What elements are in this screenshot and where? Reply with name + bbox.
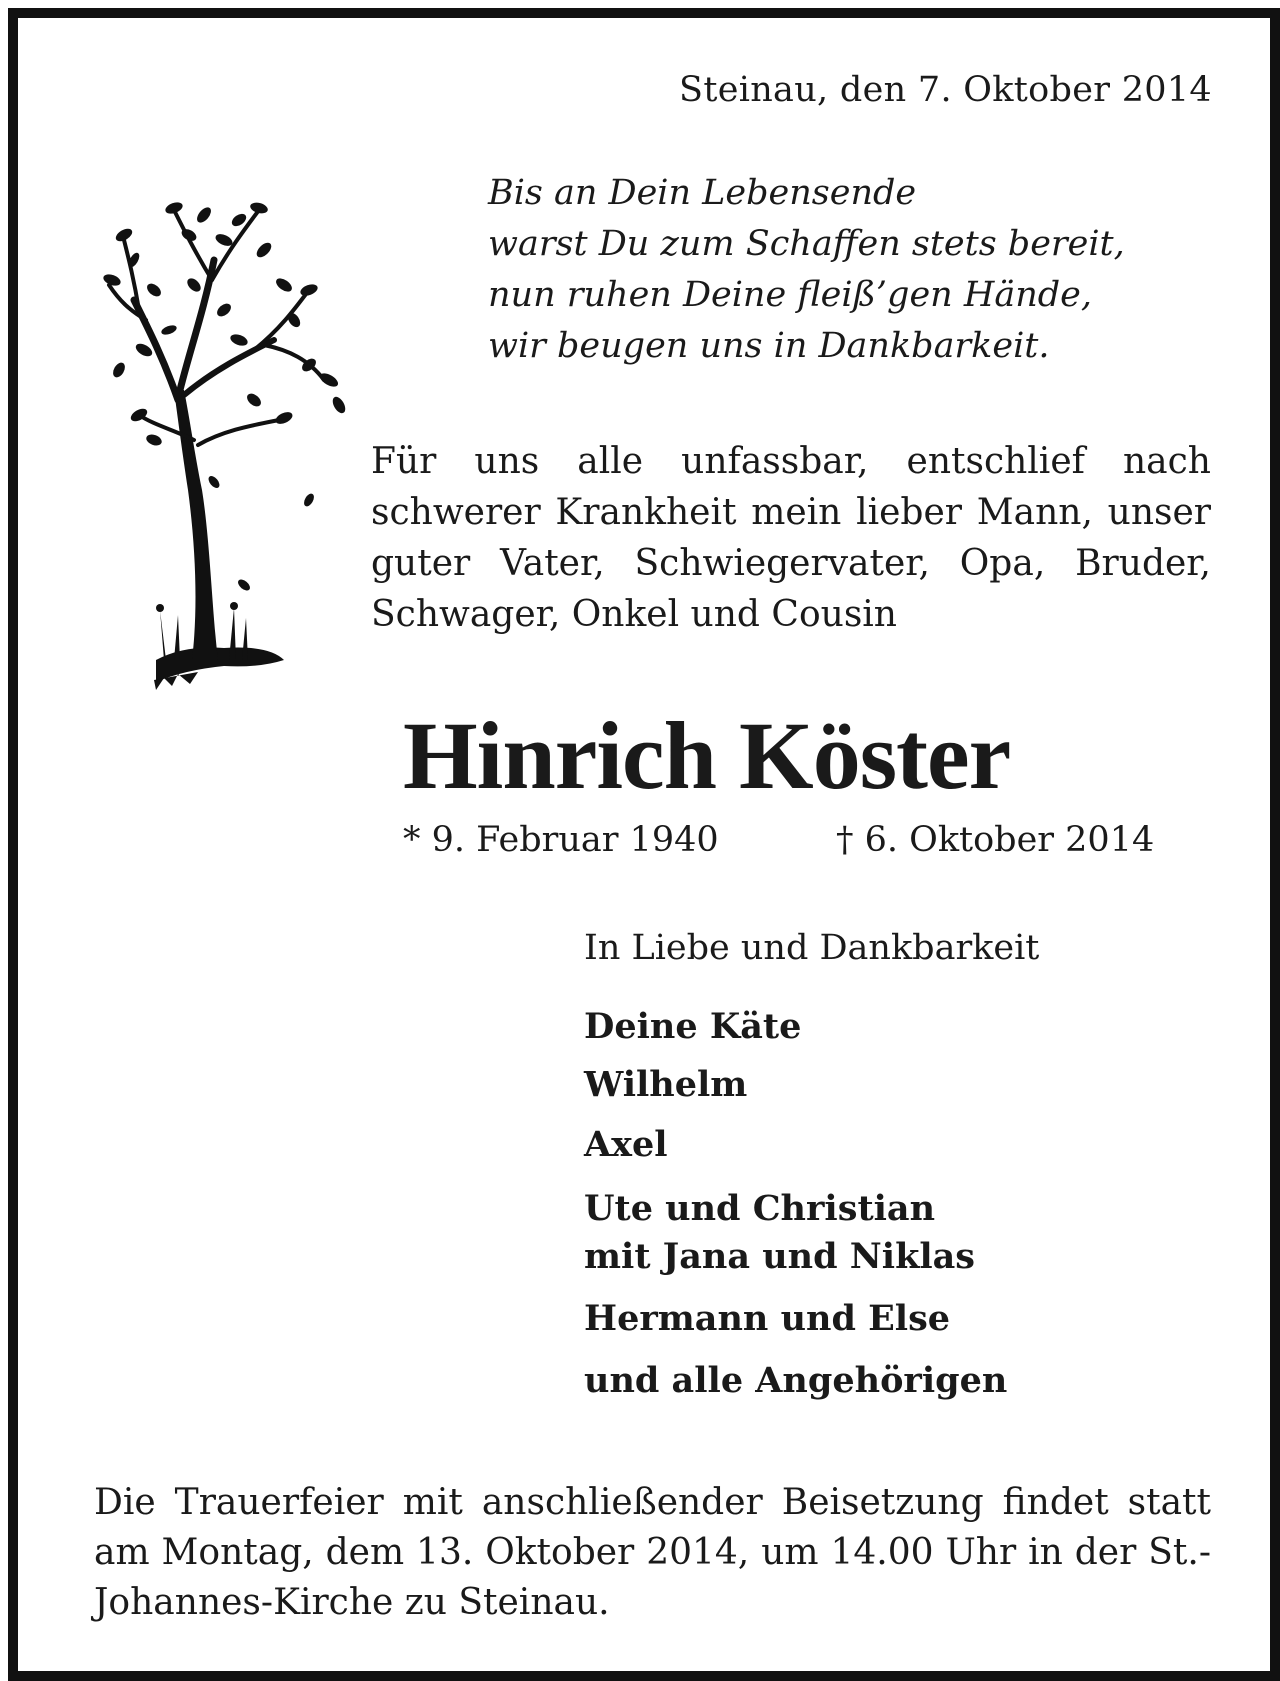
birth-date: * 9. Februar 1940 bbox=[403, 820, 719, 860]
notice-content bbox=[18, 18, 1270, 1671]
poem-line: Bis an Dein Lebensende bbox=[488, 173, 917, 213]
death-date: † 6. Oktober 2014 bbox=[836, 820, 1155, 860]
mourner-name: mit Jana und Niklas bbox=[584, 1236, 975, 1277]
place-date: Steinau, den 7. Oktober 2014 bbox=[679, 70, 1212, 110]
intro-text: Für uns alle unfassbar, entschlief nach schwerer Krankheit mein lieber Mann, unser guter Vater, Schwiegervater, Opa, Bruder, Schwager, Onkel und Cousin bbox=[371, 441, 1211, 635]
ceremony-info: Die Trauerfeier mit anschließender Beisetzung findet statt am Montag, dem 13. Oktober 2014, um 14.00 Uhr in der St.-Johannes-Kirche zu Steinau. bbox=[94, 1482, 1211, 1623]
poem-line: warst Du zum Schaffen stets bereit, bbox=[488, 224, 1125, 264]
thanks-line: In Liebe und Dankbarkeit bbox=[584, 928, 1040, 968]
deceased-name: Hinrich Köster bbox=[403, 702, 1011, 809]
mourner-name: und alle Angehörigen bbox=[584, 1360, 1008, 1401]
mourner-name: Axel bbox=[584, 1124, 668, 1165]
poem-line: nun ruhen Deine fleiß’gen Hände, bbox=[488, 275, 1093, 315]
mourner-name: Deine Käte bbox=[584, 1006, 802, 1047]
mourner-name: Wilhelm bbox=[584, 1064, 748, 1105]
poem bbox=[488, 168, 1125, 372]
tree-silhouette-icon bbox=[94, 190, 359, 710]
obituary-notice bbox=[8, 8, 1280, 1681]
mourner-name: Hermann und Else bbox=[584, 1298, 951, 1339]
mourner-name: Ute und Christian bbox=[584, 1188, 936, 1229]
poem-line: wir beugen uns in Dankbarkeit. bbox=[488, 326, 1050, 366]
